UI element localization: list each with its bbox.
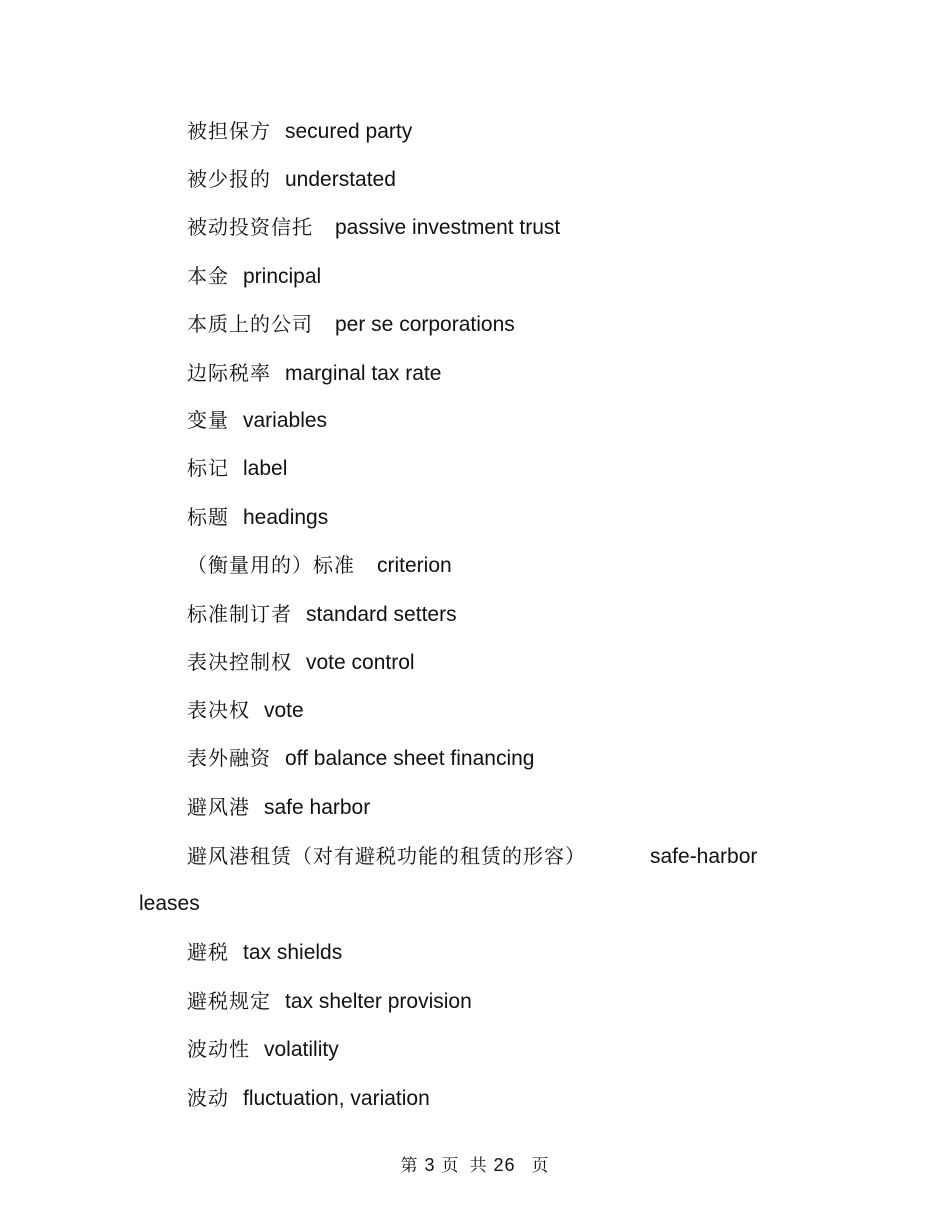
footer-total-pages: 26: [493, 1155, 516, 1175]
glossary-entry: [187, 455, 287, 482]
entry-english: tax shields: [243, 941, 343, 964]
entry-english: marginal tax rate: [285, 362, 442, 385]
glossary-entry: [187, 263, 321, 290]
entry-chinese: 被担保方: [187, 119, 271, 143]
glossary-entry: [187, 407, 327, 434]
glossary-entry: [187, 214, 560, 241]
entry-chinese: 变量: [187, 408, 229, 432]
entry-english: safe harbor: [264, 796, 371, 819]
entry-chinese: 波动性: [187, 1037, 250, 1061]
entry-chinese: 避风港租赁（对有避税功能的租赁的形容）: [187, 844, 586, 868]
entry-english: vote control: [306, 651, 415, 674]
entry-english: safe-harbor: [650, 845, 758, 868]
entry-chinese: 标准制订者: [187, 602, 292, 626]
entry-english: fluctuation, variation: [243, 1087, 430, 1110]
entry-chinese: 标题: [187, 505, 229, 529]
entry-chinese: 被少报的: [187, 167, 271, 191]
entry-english: criterion: [377, 554, 452, 577]
entry-english: tax shelter provision: [285, 990, 472, 1013]
entry-chinese: 边际税率: [187, 361, 271, 385]
entry-english: variables: [243, 409, 328, 432]
glossary-entry: [187, 552, 452, 579]
entry-chinese: 表决控制权: [187, 650, 292, 674]
footer-page-unit: 页: [441, 1156, 460, 1176]
entry-english: label: [243, 457, 288, 480]
entry-chinese: 避税规定: [187, 989, 271, 1013]
entry-english: volatility: [264, 1038, 339, 1061]
entry-chinese: 被动投资信托: [187, 215, 313, 239]
footer-total-prefix: 共: [469, 1156, 488, 1176]
glossary-entry: [187, 697, 304, 724]
entry-english: understated: [285, 168, 396, 191]
entry-english: off balance sheet financing: [285, 747, 535, 770]
glossary-entry: [187, 939, 342, 966]
entry-chinese: 本质上的公司: [187, 312, 313, 336]
glossary-entry: [187, 1036, 339, 1063]
glossary-entry: [187, 988, 472, 1015]
glossary-entry: [187, 794, 370, 821]
entry-english: secured party: [285, 120, 413, 143]
entry-english: principal: [243, 265, 322, 288]
glossary-entry: [187, 649, 415, 676]
entry-chinese: 波动: [187, 1086, 229, 1110]
entry-english: per se corporations: [335, 313, 515, 336]
entry-english-continuation: leases: [139, 892, 200, 915]
entry-chinese: （衡量用的）标准: [187, 553, 355, 577]
glossary-entry: [187, 311, 515, 338]
entry-english: passive investment trust: [335, 216, 561, 239]
entry-chinese: 表外融资: [187, 746, 271, 770]
glossary-entry: [187, 118, 412, 145]
glossary-entry: [187, 843, 757, 870]
footer-prefix: 第: [400, 1156, 419, 1176]
entry-english: vote: [264, 699, 304, 722]
footer-page-number: 3: [424, 1155, 436, 1175]
page-footer: [0, 1153, 950, 1178]
glossary-entry: [187, 360, 441, 387]
glossary-entry: [187, 745, 534, 772]
entry-chinese: 标记: [187, 456, 229, 480]
entry-english: headings: [243, 506, 329, 529]
entry-english: standard setters: [306, 603, 457, 626]
glossary-entry: [187, 1085, 430, 1112]
entry-chinese: 避税: [187, 940, 229, 964]
glossary-entry: [187, 166, 396, 193]
entry-chinese: 本金: [187, 264, 229, 288]
entry-chinese: 表决权: [187, 698, 250, 722]
entry-chinese: 避风港: [187, 795, 250, 819]
glossary-entry: [187, 601, 457, 628]
glossary-entry: [187, 504, 328, 531]
footer-total-unit: 页: [531, 1156, 550, 1176]
